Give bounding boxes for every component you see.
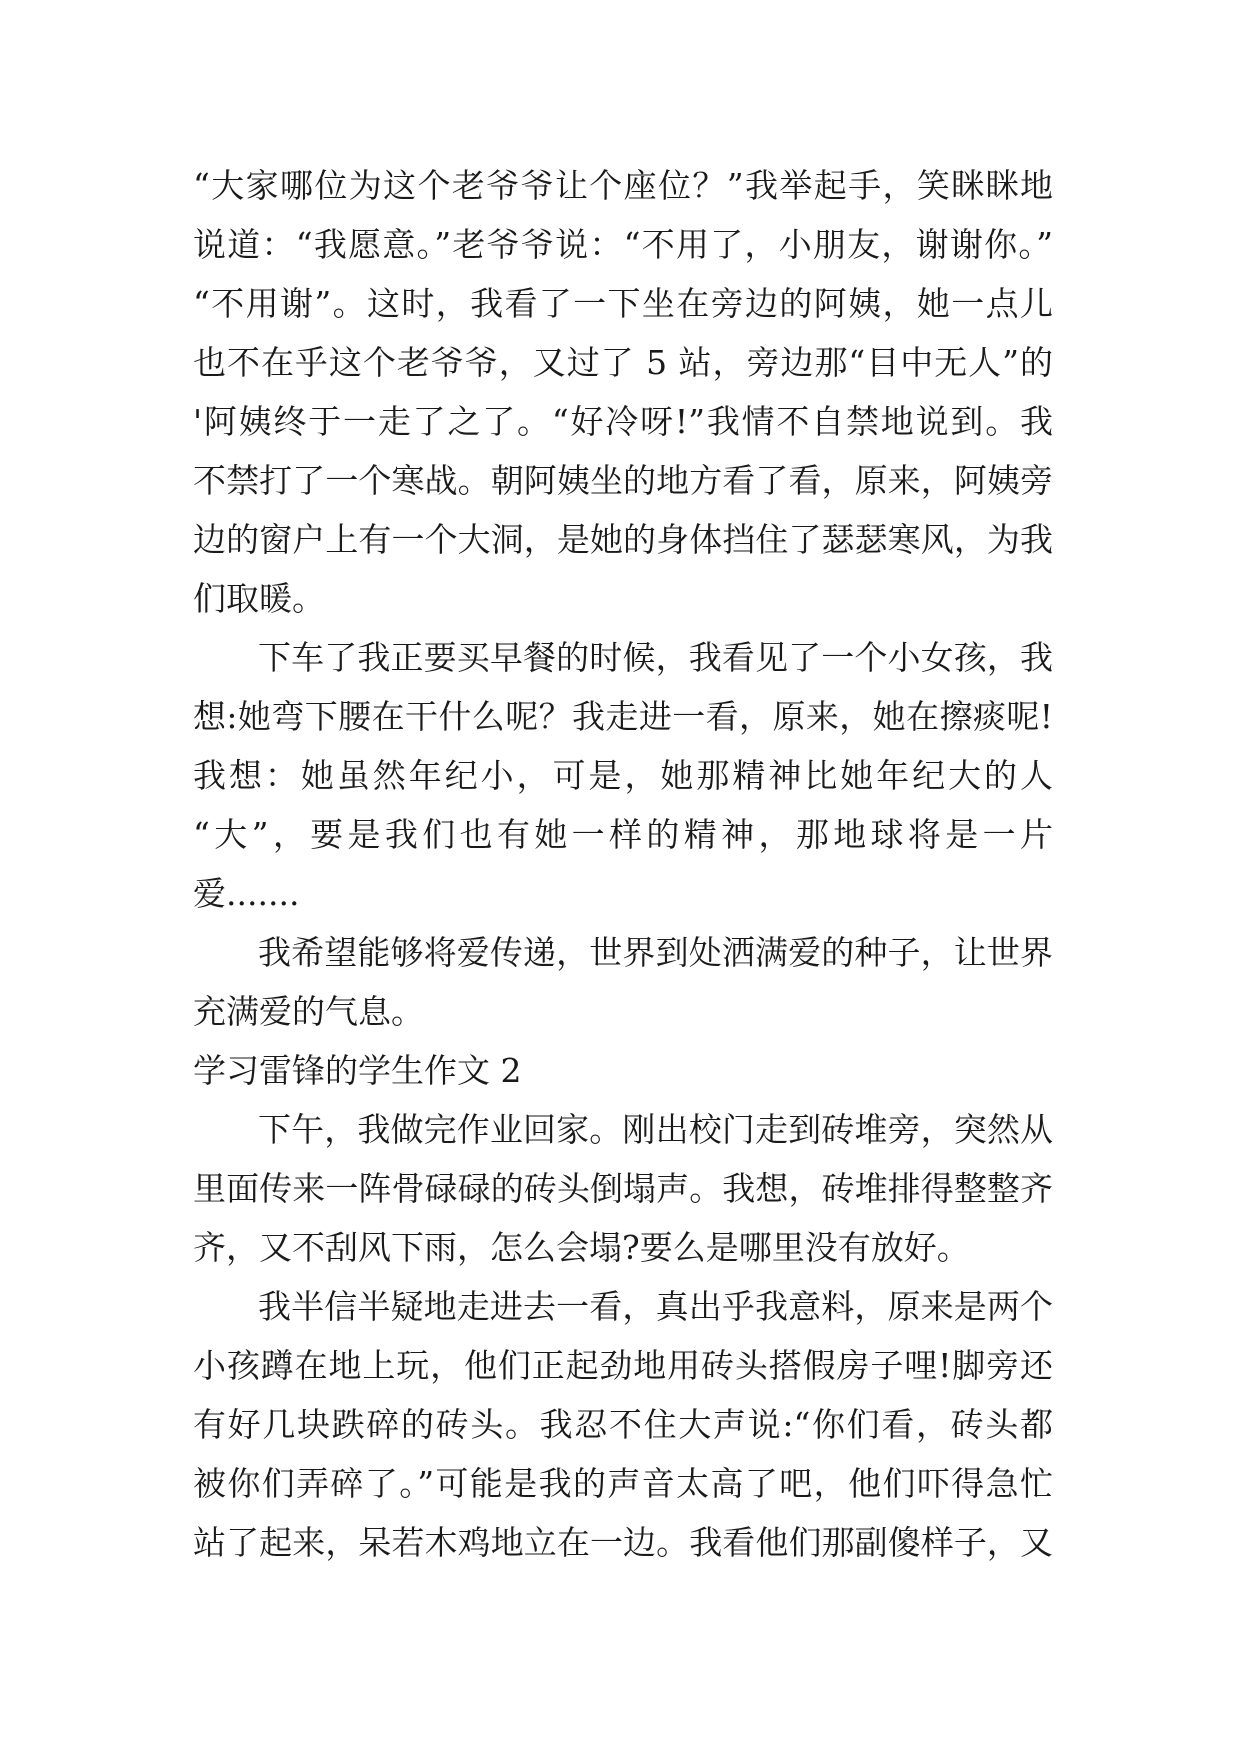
text-line: 站了起来，呆若木鸡地立在一边。我看他们那副傻样子，又 [193, 1523, 1053, 1562]
text-line: 说道：“我愿意。”老爷爷说：“不用了，小朋友，谢谢你。” [193, 225, 1053, 264]
text-line: 充满爱的气息。 [193, 992, 424, 1031]
text-line: 爱....... [193, 874, 300, 913]
text-line: 也不在乎这个老爷爷，又过了 5 站，旁边那“目中无人”的 [193, 343, 1053, 382]
text-line: 有好几块跌碎的砖头。我忍不住大声说:“你们看，砖头都 [193, 1405, 1053, 1444]
paragraph-first-line: 我半信半疑地走进去一看，真出乎我意料，原来是两个 [258, 1287, 1053, 1326]
paragraph-first-line: 我希望能够将爱传递，世界到处洒满爱的种子，让世界 [258, 933, 1053, 972]
text-line: 齐，又不刮风下雨，怎么会塌?要么是哪里没有放好。 [193, 1228, 970, 1267]
text-line: “大家哪位为这个老爷爷让个座位？”我举起手，笑眯眯地 [193, 166, 1053, 205]
text-line: 我想：她虽然年纪小，可是，她那精神比她年纪大的人 [193, 756, 1053, 795]
text-line: 小孩蹲在地上玩，他们正起劲地用砖头搭假房子哩!脚旁还 [193, 1346, 1053, 1385]
text-line: '阿姨终于一走了之了。“好冷呀!”我情不自禁地说到。我 [193, 402, 1053, 441]
text-line: “不用谢”。这时，我看了一下坐在旁边的阿姨，她一点儿 [193, 284, 1053, 323]
paragraph-first-line: 下午，我做完作业回家。刚出校门走到砖堆旁，突然从 [258, 1110, 1053, 1149]
text-line: 里面传来一阵骨碌碌的砖头倒塌声。我想，砖堆排得整整齐 [193, 1169, 1053, 1208]
text-line: 想:她弯下腰在干什么呢？我走进一看，原来，她在擦痰呢! [193, 697, 1053, 736]
section-heading: 学习雷锋的学生作文 2 [193, 1051, 522, 1090]
paragraph-first-line: 下车了我正要买早餐的时候，我看见了一个小女孩，我 [258, 638, 1053, 677]
text-line: 边的窗户上有一个大洞，是她的身体挡住了瑟瑟寒风，为我 [193, 520, 1053, 559]
text-line: 不禁打了一个寒战。朝阿姨坐的地方看了看，原来，阿姨旁 [193, 461, 1053, 500]
text-line: 被你们弄碎了。”可能是我的声音太高了吧，他们吓得急忙 [193, 1464, 1053, 1503]
text-line: “大”，要是我们也有她一样的精神，那地球将是一片 [193, 815, 1053, 854]
text-line: 们取暖。 [193, 579, 325, 618]
